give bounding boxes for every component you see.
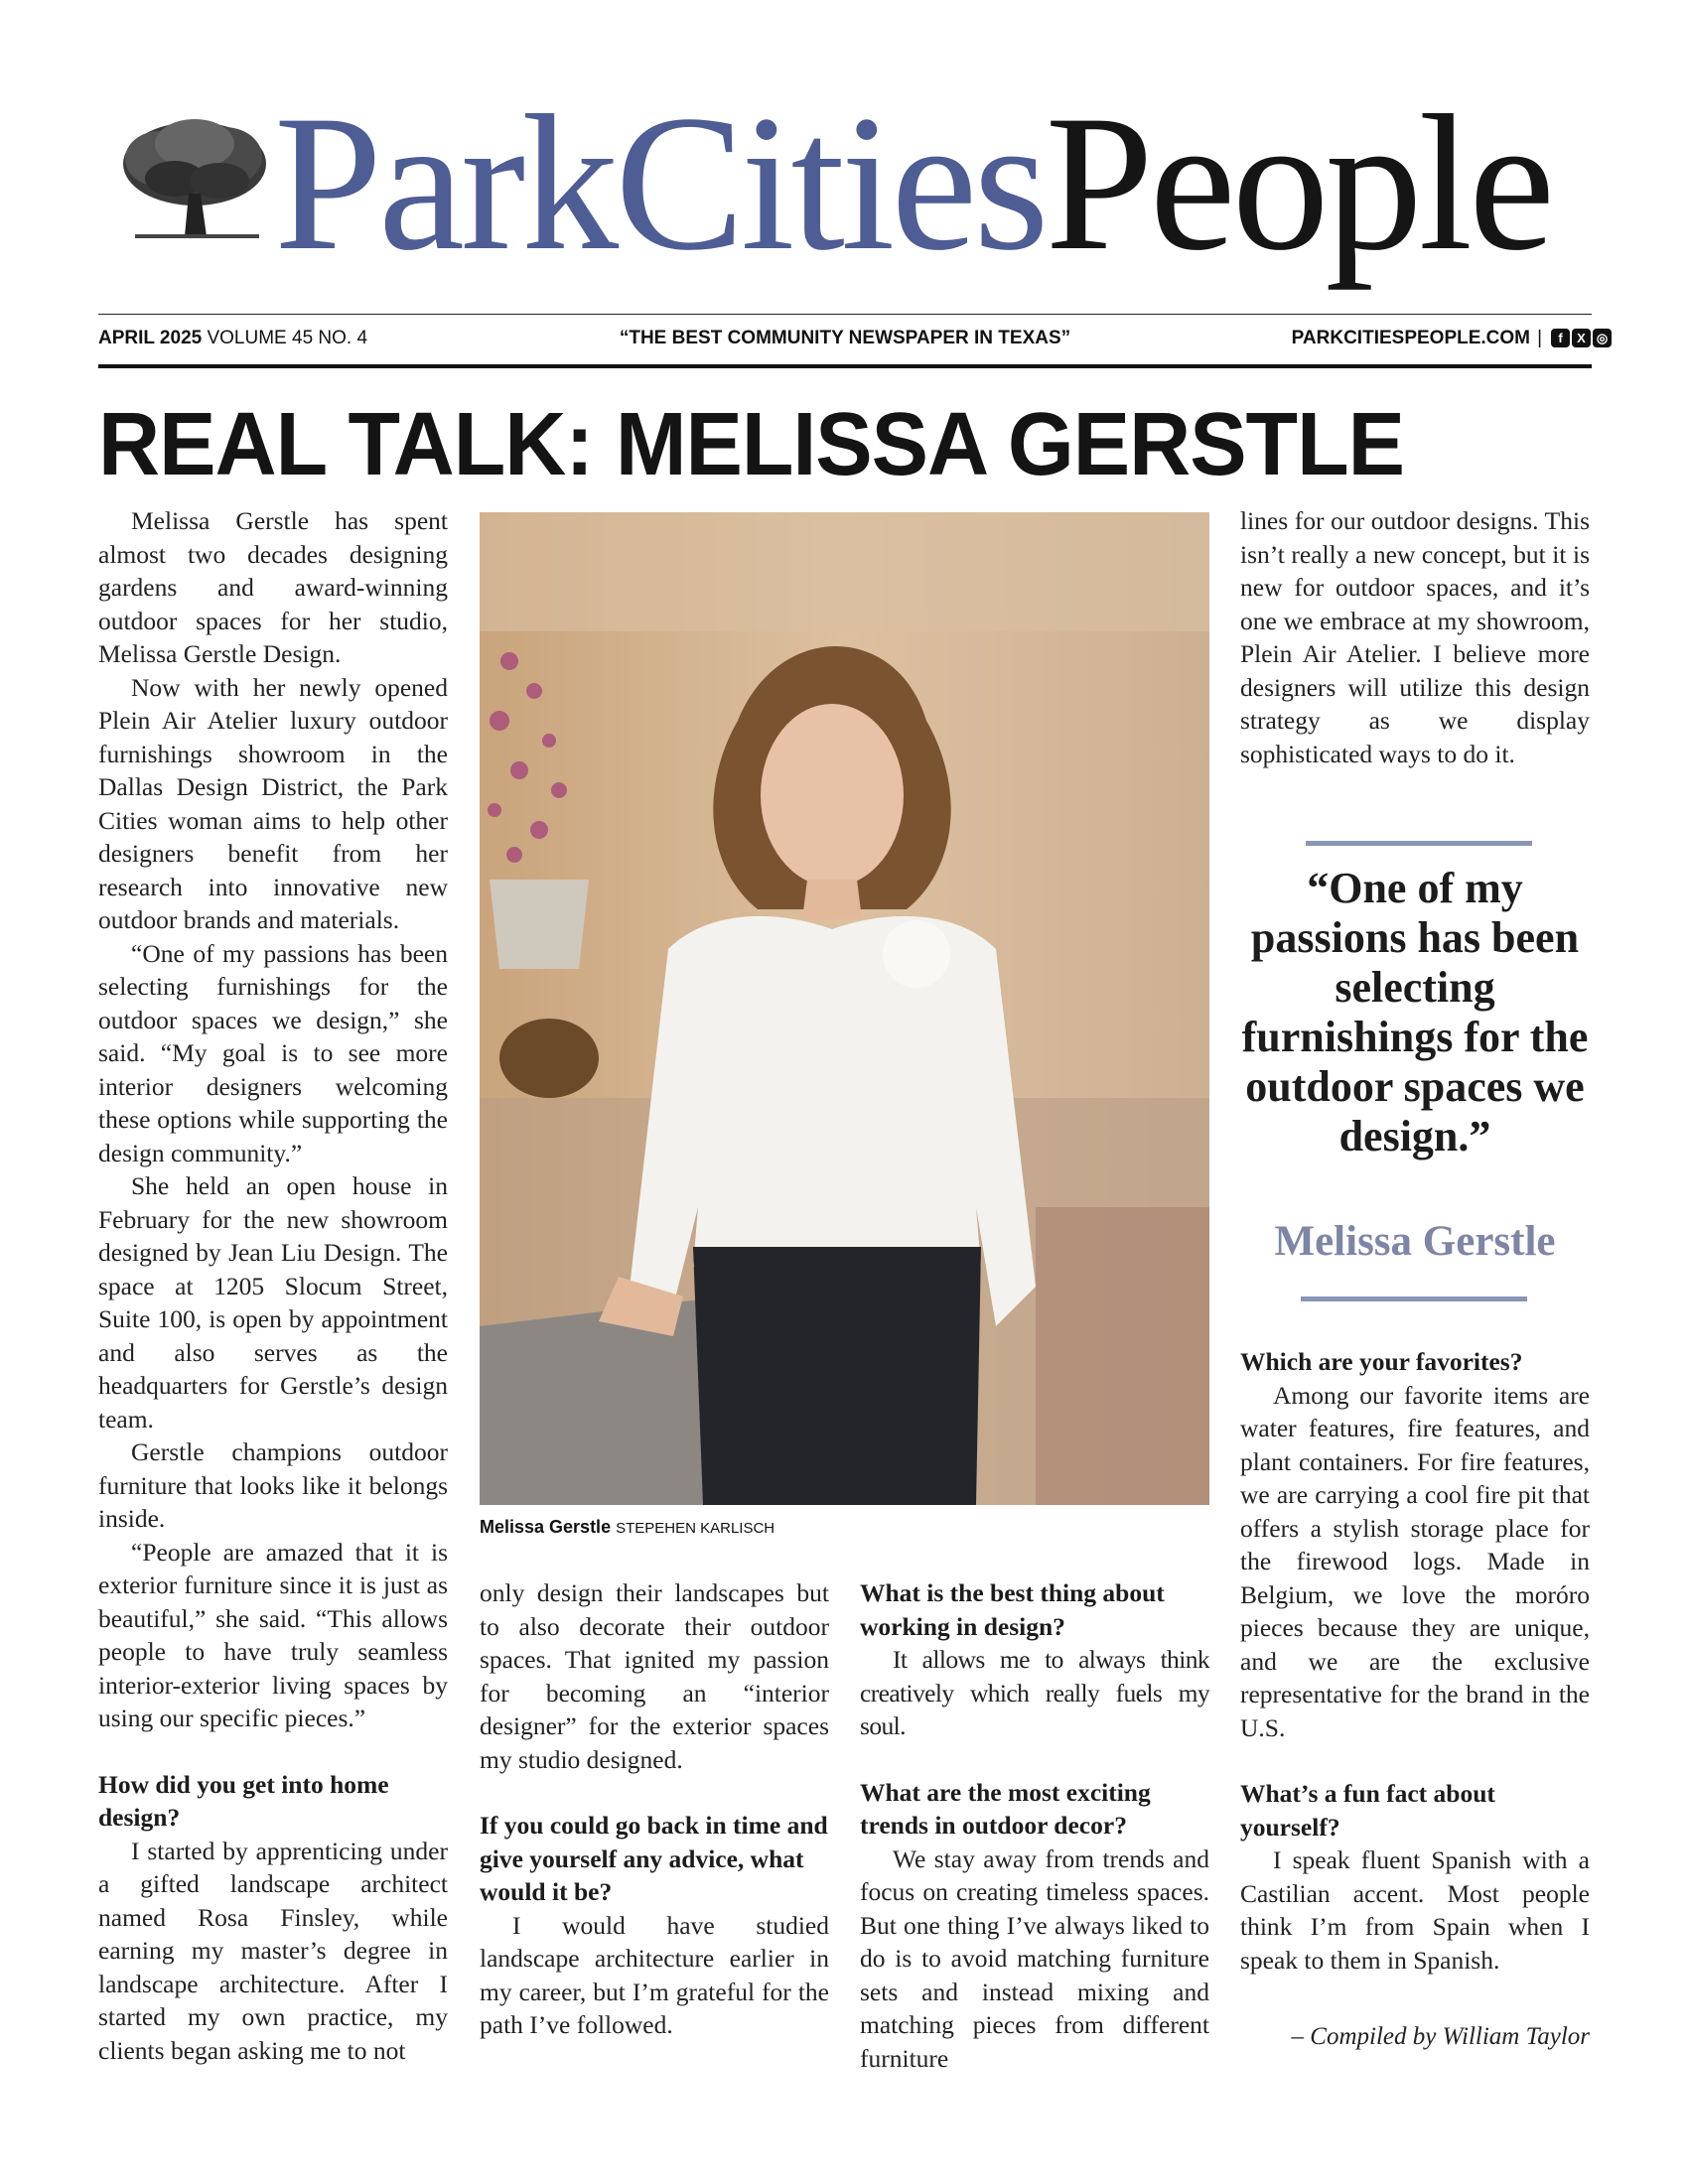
caption-subject: Melissa Gerstle <box>480 1517 612 1537</box>
question-heading: What’s a fun fact about yourself? <box>1240 1779 1495 1842</box>
x-icon[interactable]: X <box>1572 329 1591 347</box>
issue-date: APRIL 2025 <box>98 328 203 348</box>
answer-paragraph: I speak fluent Spanish with a Castilian accent. Most people think I’m from Spain when I speak to them in Spanish. <box>1240 1845 1590 1975</box>
logo-wordmark[interactable] <box>274 75 1552 291</box>
photo-caption <box>480 1517 774 1538</box>
paragraph: “People are amazed that it is exterior furniture since it is just as beautiful,” she said. “This allows people to have truly seamless interior-exterior living spaces by using our specific pieces.” <box>98 1537 448 1732</box>
instagram-icon[interactable]: ◎ <box>1593 329 1612 347</box>
pullquote-rule-bottom <box>1301 1297 1527 1301</box>
paragraph: Gerstle champions outdoor furniture that looks like it belongs inside. <box>98 1437 448 1533</box>
question-heading: If you could go back in time and give yourself any advice, what would it be? <box>480 1811 828 1906</box>
logo-park-cities: ParkCities <box>274 75 1046 291</box>
question-heading: What are the most exciting trends in outdoor decor? <box>860 1777 1151 1840</box>
answer-paragraph: I would have studied landscape architecture earlier in my career, but I’m grateful for the path I’ve followed. <box>480 1910 829 2039</box>
article-column-4-lower <box>1240 1345 1590 1977</box>
question-heading: Which are your favorites? <box>1240 1347 1523 1376</box>
paragraph: She held an open house in February for the new showroom designed by Jean Liu Design. The space at 1205 Slocum Street, Suite 100, is open by appointment and also serves as the headquarters for Gerstle’s design team. <box>98 1171 448 1433</box>
oak-tree-icon <box>115 109 274 248</box>
answer-paragraph: I started by apprenticing under a gifted landscape architect named Rosa Finsley, while earning my master’s degree in landscape architecture. After I started my own practice, my clients began asking me to not <box>98 1836 448 2065</box>
compiled-by-credit: – Compiled by William Taylor <box>1291 2023 1590 2050</box>
question-heading: What is the best thing about working in design? <box>860 1578 1165 1641</box>
separator: | <box>1537 328 1542 348</box>
issue-info-bar <box>98 314 1609 368</box>
answer-paragraph: only design their landscapes but to also decorate their outdoor spaces. That ignited my passion for becoming an “interior designer” for the exterior spaces my studio designed. <box>480 1578 829 1774</box>
paragraph: “One of my passions has been selecting furnishings for the outdoor spaces we design,” she said. “My goal is to see more interior designers welcoming these options while supporting the design community.” <box>98 938 448 1167</box>
facebook-icon[interactable]: f <box>1551 329 1570 347</box>
issue-volume: VOLUME 45 NO. 4 <box>207 328 368 348</box>
pullquote: “One of my passions has been selecting furnishings for the outdoor spaces we design.” <box>1241 864 1589 1160</box>
answer-paragraph: It allows me to always think creatively which really fuels my soul. <box>860 1645 1209 1740</box>
answer-paragraph: lines for our outdoor designs. This isn’t really a new concept, but it is new for outdoor spaces, and it’s one we embrace at my showroom, Plein Air Atelier. I believe more designers will utilize this design strategy as we display sophisticated ways to do it. <box>1240 506 1590 768</box>
logo-people: People <box>1045 75 1552 291</box>
article-column-3 <box>860 1576 1209 2075</box>
paragraph: Melissa Gerstle has spent almost two decades designing gardens and award-winning outdoor spaces for her studio, Melissa Gerstle Design. <box>98 506 448 668</box>
article-column-1 <box>98 504 448 2067</box>
headline: REAL TALK: MELISSA GERSTLE <box>98 394 1404 494</box>
question-heading: How did you get into home design? <box>98 1769 389 1832</box>
portrait-image <box>480 512 1209 1505</box>
article-column-2 <box>480 1576 829 2042</box>
pullquote-rule-top <box>1306 841 1532 846</box>
website-link[interactable]: PARKCITIESPEOPLE.COM <box>1291 328 1530 348</box>
portrait-photo <box>480 512 1209 1505</box>
paragraph: Now with her newly opened Plein Air Atelier luxury outdoor furnishings showroom in the Dallas Design District, the Park Cities woman aims to help other designers benefit from her research into innovative new outdoor brands and materials. <box>98 672 448 934</box>
article-column-4 <box>1240 504 1590 770</box>
answer-paragraph: We stay away from trends and focus on creating timeless spaces. But one thing I’ve always liked to do is to avoid matching furniture sets and instead mixing and matching pieces from different furniture <box>860 1843 1209 2073</box>
photo-credit: STEPEHEN KARLISCH <box>616 1520 775 1537</box>
pullquote-author: Melissa Gerstle <box>1274 1218 1556 1265</box>
tagline: “THE BEST COMMUNITY NEWSPAPER IN TEXAS” <box>619 328 1071 348</box>
answer-paragraph: Among our favorite items are water features, fire features, and plant containers. For fire features, we are carrying a cool fire pit that offers a stylish storage place for the firewood logs. Made in Belgium, we love the moróro pieces because they are unique, and we are the exclusive representative for the brand in the U.S. <box>1240 1380 1590 1742</box>
masthead <box>107 75 1597 291</box>
